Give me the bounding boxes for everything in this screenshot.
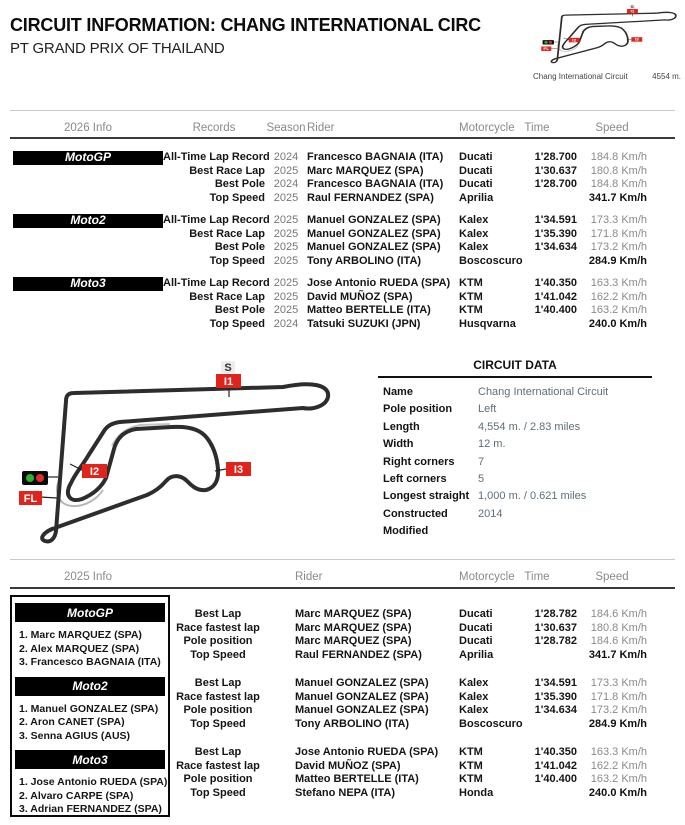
motorcycle-cell-cell: Aprilia xyxy=(459,648,494,661)
motorcycle-cell-cell: Ducati xyxy=(459,151,493,163)
record-label-cell: All-Time Lap Record xyxy=(163,277,270,289)
motorcycle-cell-cell: KTM xyxy=(459,290,483,303)
speed-cell-cell: 184.8 Km/h xyxy=(590,178,647,190)
motorcycle-cell-cell: Kalex xyxy=(459,214,489,226)
circuit-data-label: Constructed xyxy=(383,507,448,520)
rider-cell xyxy=(307,151,459,205)
speed-cell xyxy=(577,608,647,662)
divider xyxy=(10,137,675,139)
rider-cell-cell: Jose Antonio RUEDA (SPA) xyxy=(295,746,439,758)
speed-cell-cell: 184.6 Km/h xyxy=(590,608,647,620)
time-cell-cell: 1'40.400 xyxy=(534,773,577,785)
record-label xyxy=(163,214,270,268)
speed-cell-cell: 184.6 Km/h xyxy=(590,635,647,647)
season-cell xyxy=(265,214,307,268)
class-banner: MotoGP xyxy=(13,151,163,165)
time-cell-cell: 1'35.390 xyxy=(534,690,577,703)
season-cell-cell: 2025 xyxy=(273,227,299,240)
rider-cell-cell: Manuel GONZALEZ (SPA) xyxy=(307,227,441,240)
record-label-cell: Pole position xyxy=(183,773,253,785)
circuit-data-rows xyxy=(378,386,652,543)
class-banner-col xyxy=(13,277,163,291)
motorcycle-cell-cell: Kalex xyxy=(459,690,489,703)
season-cell-cell: 2025 xyxy=(273,214,299,226)
circuit-data-row xyxy=(378,403,652,420)
motorcycle-cell-cell: Kalex xyxy=(459,677,489,689)
circuit-data-title: CIRCUIT DATA xyxy=(473,358,557,372)
season-cell-cell: 2025 xyxy=(273,254,299,267)
time-cell-cell: 1'34.634 xyxy=(534,704,577,716)
time-cell-cell: 1'41.042 xyxy=(534,290,577,303)
season-cell-cell: 2024 xyxy=(273,178,299,190)
records-table-header xyxy=(0,122,685,136)
speed-cell-cell: 184.8 Km/h xyxy=(590,151,647,163)
circuit-data-value: 12 m. xyxy=(478,438,506,451)
motorcycle-cell-cell: Ducati xyxy=(459,178,493,190)
record-label-cell: Best Race Lap xyxy=(189,290,265,303)
rider-cell-cell: Francesco BAGNAIA (ITA) xyxy=(307,178,444,190)
results-info-label: 2025 Info xyxy=(64,571,112,583)
circuit-data-label: Longest straight xyxy=(383,490,470,503)
rider-cell-cell: Marc MARQUEZ (SPA) xyxy=(295,621,412,634)
record-label-cell: Best Race Lap xyxy=(189,227,265,240)
class-banner: Moto2 xyxy=(15,677,165,696)
results-group xyxy=(0,746,685,800)
circuit-data-value: 5 xyxy=(478,472,485,485)
record-label-cell: Top Speed xyxy=(190,786,246,799)
circuit-data-label: Right corners xyxy=(383,455,455,468)
speed-cell-cell: 284.9 Km/h xyxy=(588,254,647,267)
record-label-cell: Best Lap xyxy=(194,677,242,689)
rider-cell xyxy=(307,214,459,268)
circuit-data-value: 1,000 m. / 0.621 miles xyxy=(478,490,587,503)
speed-cell-cell: 173.3 Km/h xyxy=(590,214,647,226)
time-cell-cell: 1'40.400 xyxy=(534,304,577,316)
time-cell-cell xyxy=(497,318,577,332)
podium-item: 3. Francesco BAGNAIA (ITA) xyxy=(19,656,161,668)
speed-cell-cell: 173.2 Km/h xyxy=(590,241,647,253)
time-cell-cell: 1'40.350 xyxy=(534,746,577,758)
time-cell-cell: 1'28.700 xyxy=(534,178,577,190)
time-cell xyxy=(497,151,577,205)
rider-cell-cell: Marc MARQUEZ (SPA) xyxy=(295,635,412,647)
motorcycle-cell-cell: Ducati xyxy=(459,608,493,620)
class-banner: Moto3 xyxy=(15,750,165,769)
circuit-data-value: Chang International Circuit xyxy=(478,386,609,398)
class-banner: MotoGP xyxy=(15,603,165,622)
class-banner: Moto2 xyxy=(13,214,163,228)
time-cell-cell xyxy=(497,255,577,269)
motorcycle-cell-cell: Ducati xyxy=(459,621,493,634)
speed-cell-cell: 240.0 Km/h xyxy=(588,786,647,799)
time-cell-cell: 1'28.700 xyxy=(534,151,577,163)
records-info-label: 2026 Info xyxy=(64,122,112,134)
speed-cell-cell: 341.7 Km/h xyxy=(588,648,647,661)
podium-item: 3. Senna AGIUS (AUS) xyxy=(19,729,131,742)
speed-cell xyxy=(577,277,647,331)
circuit-data-value: 7 xyxy=(478,455,485,468)
rider-cell-cell: Manuel GONZALEZ (SPA) xyxy=(295,704,429,716)
speed-cell-cell: 180.8 Km/h xyxy=(590,621,647,634)
speed-cell-cell: 171.8 Km/h xyxy=(590,227,647,240)
time-cell-cell: 1'30.637 xyxy=(534,621,577,634)
record-label-cell: Best Pole xyxy=(214,178,265,190)
time-cell-cell: 1'34.591 xyxy=(534,214,577,226)
time-cell-cell: 1'34.591 xyxy=(534,677,577,689)
rider-cell-cell: Raul FERNANDEZ (SPA) xyxy=(295,648,422,661)
speed-cell-cell: 180.8 Km/h xyxy=(590,164,647,177)
motorcycle-cell-cell: Honda xyxy=(459,786,494,799)
circuit-data-label: Left corners xyxy=(383,472,447,485)
circuit-data-value: 4,554 m. / 2.83 miles xyxy=(478,420,581,433)
divider xyxy=(10,587,675,589)
speed-cell-cell: 284.9 Km/h xyxy=(588,717,647,730)
col-speed: Speed xyxy=(595,571,629,583)
speed-cell-cell: 162.2 Km/h xyxy=(590,290,647,303)
results-group xyxy=(0,608,685,662)
time-cell-cell xyxy=(497,718,577,732)
speed-cell-cell: 162.2 Km/h xyxy=(590,759,647,772)
rider-cell-cell: Stefano NEPA (ITA) xyxy=(295,786,396,799)
motorcycle-cell-cell: Kalex xyxy=(459,241,489,253)
podium-item: 1. Manuel GONZALEZ (SPA) xyxy=(19,702,159,715)
record-label-cell: Top Speed xyxy=(209,254,265,267)
podium-item: 3. Adrian FERNANDEZ (SPA) xyxy=(19,803,162,815)
motorcycle-cell-cell: Ducati xyxy=(459,164,493,177)
circuit-data-row xyxy=(378,438,652,455)
circuit-data-label: Width xyxy=(383,438,414,451)
circuit-data-row xyxy=(378,386,652,403)
speed-cell-cell: 240.0 Km/h xyxy=(588,317,647,330)
record-label-cell: Best Lap xyxy=(194,608,242,620)
motorcycle-cell-cell: KTM xyxy=(459,773,483,785)
motorcycle-cell-cell: KTM xyxy=(459,759,483,772)
circuit-data-label: Modified xyxy=(383,525,429,538)
time-cell-cell: 1'35.390 xyxy=(534,227,577,240)
record-label-cell: Top Speed xyxy=(209,191,265,204)
rider-cell xyxy=(295,608,459,662)
rider-cell-cell: Tatsuki SUZUKI (JPN) xyxy=(307,317,421,330)
col-motorcycle: Motorcycle xyxy=(459,571,515,583)
records-group xyxy=(0,277,685,331)
motorcycle-cell-cell: KTM xyxy=(459,304,483,316)
season-cell-cell: 2025 xyxy=(273,290,299,303)
time-cell-cell xyxy=(497,649,577,663)
record-label-cell: Best Pole xyxy=(214,241,265,253)
podium-item: 2. Alvaro CARPE (SPA) xyxy=(19,789,134,802)
speed-cell xyxy=(577,151,647,205)
record-label-cell: Race fastest lap xyxy=(176,759,260,772)
circuit-thumbnail-map xyxy=(533,2,681,66)
motorcycle-cell-cell: Kalex xyxy=(459,704,489,716)
time-cell xyxy=(497,214,577,268)
motorcycle-cell-cell: Kalex xyxy=(459,227,489,240)
record-label xyxy=(168,608,268,662)
event-subtitle: PT GRAND PRIX OF THAILAND xyxy=(10,40,225,57)
time-cell-cell xyxy=(497,192,577,206)
record-label-cell: Top Speed xyxy=(190,717,246,730)
circuit-data-label: Pole position xyxy=(383,403,453,416)
page-title: CIRCUIT INFORMATION: CHANG INTERNATIONAL CIRC xyxy=(10,15,481,35)
time-cell xyxy=(497,677,577,731)
thumbnail-circuit-length: 4554 m. xyxy=(652,72,681,81)
season-cell xyxy=(265,151,307,205)
circuit-data-label: Name xyxy=(383,386,413,398)
record-label-cell: Top Speed xyxy=(190,648,246,661)
record-label xyxy=(168,746,268,800)
rider-cell xyxy=(295,746,459,800)
rider-cell-cell: Manuel GONZALEZ (SPA) xyxy=(307,241,441,253)
col-time: Time xyxy=(524,122,550,134)
motorcycle-cell-cell: KTM xyxy=(459,277,483,289)
record-label-cell: Race fastest lap xyxy=(176,621,260,634)
speed-cell-cell: 163.2 Km/h xyxy=(590,773,647,785)
circuit-data-value: 2014 xyxy=(478,507,503,520)
time-cell-cell: 1'41.042 xyxy=(534,759,577,772)
col-time: Time xyxy=(524,571,550,583)
rider-cell-cell: Francesco BAGNAIA (ITA) xyxy=(307,151,444,163)
speed-cell-cell: 171.8 Km/h xyxy=(590,690,647,703)
thumbnail-circuit-name: Chang International Circuit xyxy=(533,72,628,81)
rider-cell-cell: David MUÑOZ (SPA) xyxy=(295,759,401,772)
time-cell-cell: 1'34.634 xyxy=(534,241,577,253)
circuit-data-row xyxy=(378,508,652,525)
rider-cell xyxy=(295,677,459,731)
podium-item: 1. Marc MARQUEZ (SPA) xyxy=(19,629,142,641)
record-label-cell: Best Lap xyxy=(194,746,242,758)
record-label xyxy=(168,677,268,731)
time-cell-cell: 1'30.637 xyxy=(534,164,577,177)
class-banner: Moto3 xyxy=(13,277,163,291)
results-table-header xyxy=(0,571,685,585)
rider-cell-cell: Raul FERNANDEZ (SPA) xyxy=(307,191,434,204)
time-cell-cell: 1'40.350 xyxy=(534,277,577,289)
podium-item: 2. Alex MARQUEZ (SPA) xyxy=(19,642,140,655)
col-records: Records xyxy=(192,122,236,134)
time-cell xyxy=(497,277,577,331)
time-cell xyxy=(497,746,577,800)
rider-cell-cell: David MUÑOZ (SPA) xyxy=(307,290,413,303)
col-rider: Rider xyxy=(307,122,335,134)
rider-cell-cell: Marc MARQUEZ (SPA) xyxy=(307,164,424,177)
motorcycle-cell-cell: Ducati xyxy=(459,635,493,647)
rider-cell-cell: Tony ARBOLINO (ITA) xyxy=(307,254,422,267)
rider-cell-cell: Tony ARBOLINO (ITA) xyxy=(295,717,410,730)
season-cell-cell: 2025 xyxy=(273,164,299,177)
podium-item: 2. Aron CANET (SPA) xyxy=(19,716,125,728)
col-season: Season xyxy=(266,122,306,134)
circuit-data-panel xyxy=(378,358,652,543)
rider-cell-cell: Jose Antonio RUEDA (SPA) xyxy=(307,277,451,289)
time-cell-cell: 1'28.782 xyxy=(534,635,577,647)
speed-cell xyxy=(577,746,647,800)
season-cell-cell: 2024 xyxy=(273,317,299,330)
season-cell-cell: 2025 xyxy=(273,277,299,289)
divider xyxy=(10,559,675,560)
record-label-cell: All-Time Lap Record xyxy=(163,214,270,226)
records-table-body xyxy=(0,151,685,340)
season-cell-cell: 2025 xyxy=(273,304,299,316)
divider xyxy=(378,376,652,378)
season-cell xyxy=(265,277,307,331)
speed-cell xyxy=(577,677,647,731)
record-label-cell: Best Race Lap xyxy=(189,164,265,177)
circuit-data-row xyxy=(378,525,652,542)
time-cell xyxy=(497,608,577,662)
season-cell-cell: 2024 xyxy=(273,151,299,163)
class-banner-col xyxy=(13,214,163,228)
results-group xyxy=(0,677,685,731)
circuit-data-label: Length xyxy=(383,420,420,433)
circuit-data-row xyxy=(378,456,652,473)
circuit-data-row xyxy=(378,490,652,507)
speed-cell-cell: 173.3 Km/h xyxy=(590,677,647,689)
rider-cell-cell: Manuel GONZALEZ (SPA) xyxy=(295,690,429,703)
motorcycle-cell-cell: Boscoscuro xyxy=(459,717,523,730)
col-speed: Speed xyxy=(595,122,629,134)
rider-cell xyxy=(307,277,459,331)
rider-cell-cell: Matteo BERTELLE (ITA) xyxy=(295,773,419,785)
col-motorcycle: Motorcycle xyxy=(459,122,515,134)
season-cell-cell: 2025 xyxy=(273,191,299,204)
record-label-cell: Top Speed xyxy=(209,317,265,330)
speed-cell-cell: 163.3 Km/h xyxy=(590,277,647,289)
podium-item: 1. Jose Antonio RUEDA (SPA) xyxy=(19,776,168,788)
col-rider: Rider xyxy=(295,571,323,583)
speed-cell-cell: 341.7 Km/h xyxy=(588,191,647,204)
circuit-data-row xyxy=(378,473,652,490)
time-cell-cell xyxy=(497,787,577,801)
motorcycle-cell-cell: Aprilia xyxy=(459,191,494,204)
results-table-body xyxy=(0,608,685,815)
circuit-data-row xyxy=(378,421,652,438)
motorcycle-cell-cell: Husqvarna xyxy=(459,317,516,330)
season-cell-cell: 2025 xyxy=(273,241,299,253)
speed-cell-cell: 163.3 Km/h xyxy=(590,746,647,758)
speed-cell-cell: 173.2 Km/h xyxy=(590,704,647,716)
record-label-cell: Pole position xyxy=(183,704,253,716)
records-group xyxy=(0,151,685,205)
rider-cell-cell: Marc MARQUEZ (SPA) xyxy=(295,608,412,620)
circuit-data-value: Left xyxy=(478,403,497,416)
record-label xyxy=(163,277,270,331)
thumbnail-caption xyxy=(533,72,681,81)
rider-cell-cell: Manuel GONZALEZ (SPA) xyxy=(307,214,441,226)
record-label xyxy=(163,151,270,205)
record-label-cell: Best Pole xyxy=(214,304,265,316)
speed-cell-cell: 163.2 Km/h xyxy=(590,304,647,316)
rider-cell-cell: Manuel GONZALEZ (SPA) xyxy=(295,677,429,689)
motorcycle-cell-cell: Boscoscuro xyxy=(459,254,523,267)
record-label-cell: Race fastest lap xyxy=(176,690,260,703)
record-label-cell: Pole position xyxy=(183,635,253,647)
records-group xyxy=(0,214,685,268)
circuit-map xyxy=(0,352,340,562)
time-cell-cell: 1'28.782 xyxy=(534,608,577,620)
divider xyxy=(10,110,675,111)
record-label-cell: All-Time Lap Record xyxy=(163,151,270,163)
speed-cell xyxy=(577,214,647,268)
class-banner-col xyxy=(13,151,163,165)
rider-cell-cell: Matteo BERTELLE (ITA) xyxy=(307,304,431,316)
motorcycle-cell-cell: KTM xyxy=(459,746,483,758)
